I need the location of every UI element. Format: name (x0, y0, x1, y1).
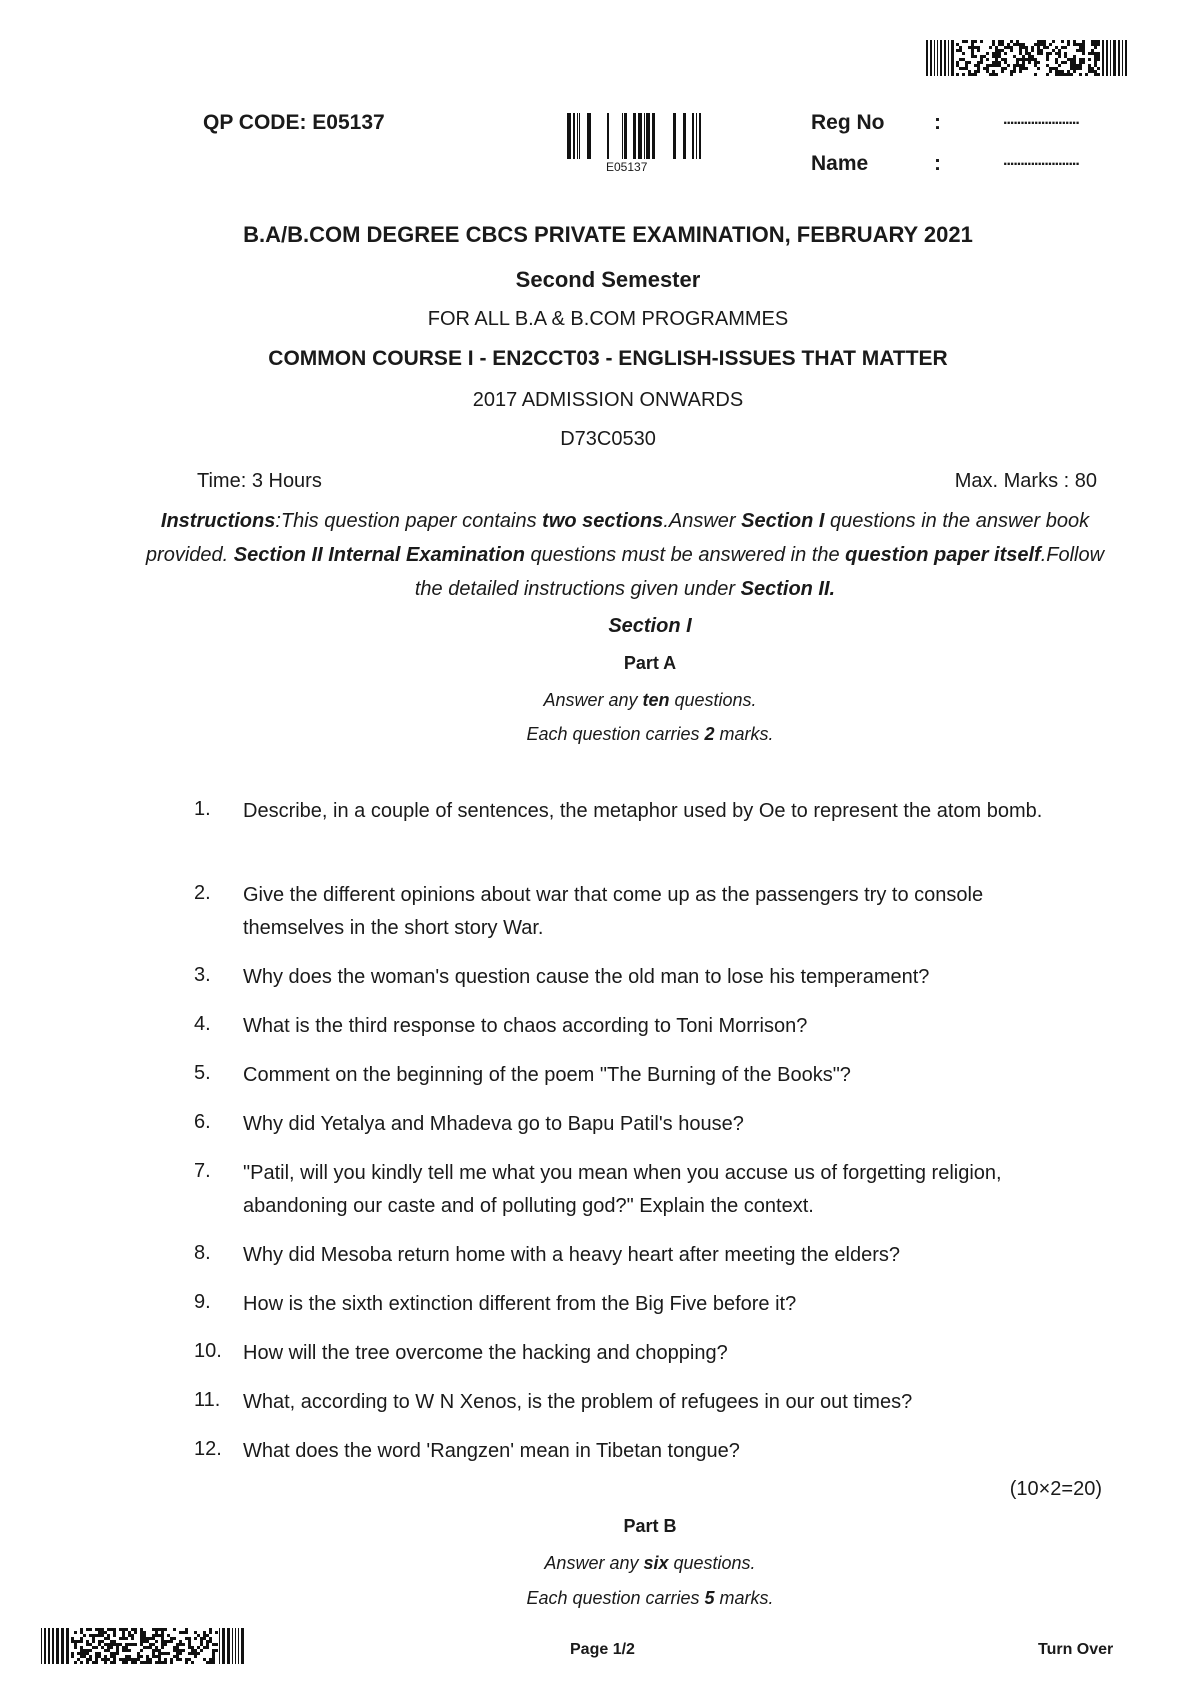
part-a-total-marks: (10×2=20) (1009, 1478, 1102, 1500)
question-text: Give the different opinions about war that come up as the passengers try to console themselves in the short story War. (243, 884, 984, 939)
question-number: 1. (194, 798, 211, 820)
part-b-marks-instruction: Each question carries 5 marks. (526, 1588, 774, 1608)
reg-no-label: Reg No (811, 111, 885, 134)
question-text: Why did Yetalya and Mhadeva go to Bapu Patil's house? (243, 1113, 744, 1135)
question-number: 10. (194, 1340, 222, 1362)
question-number: 8. (194, 1242, 211, 1264)
question-number: 12. (194, 1438, 222, 1460)
name-label: Name (811, 152, 869, 175)
question-number: 4. (194, 1013, 211, 1035)
paper-code: D73C0530 (560, 428, 656, 450)
part-b-answer-instruction: Answer any six questions. (544, 1553, 756, 1573)
section-title: Section I (608, 615, 692, 637)
question-text: "Patil, will you kindly tell me what you mean when you accuse us of forgetting religion, abandoning our caste and of polluting god?" Explain the context. (243, 1162, 1002, 1217)
reg-no-colon: : (934, 111, 941, 134)
semester-title: Second Semester (515, 267, 701, 292)
question-text: What does the word 'Rangzen' mean in Tibetan tongue? (243, 1440, 740, 1462)
qp-code: QP CODE: E05137 (203, 111, 385, 134)
question-text: Describe, in a couple of sentences, the metaphor used by Oe to represent the atom bomb. (243, 800, 1043, 822)
question-text: Why did Mesoba return home with a heavy heart after meeting the elders? (243, 1244, 901, 1266)
course-title: COMMON COURSE I - EN2CCT03 - ENGLISH-ISSUES THAT MATTER (268, 347, 948, 370)
question-number: 11. (194, 1389, 221, 1411)
programmes-line: FOR ALL B.A & B.COM PROGRAMMES (427, 308, 789, 330)
question-number: 2. (194, 882, 211, 904)
question-text: What is the third response to chaos according to Toni Morrison? (243, 1015, 808, 1037)
part-b-title: Part B (623, 1516, 677, 1536)
max-marks: Max. Marks : 80 (954, 470, 1097, 492)
question-number: 6. (194, 1111, 211, 1133)
question-text: Why does the woman's question cause the old man to lose his temperament? (243, 966, 930, 988)
question-text: What, according to W N Xenos, is the problem of refugees in our out times? (243, 1391, 913, 1413)
question-text: How is the sixth extinction different from the Big Five before it? (243, 1293, 797, 1315)
question-number: 7. (194, 1160, 211, 1182)
part-a-title: Part A (623, 653, 677, 673)
barcode-caption: E05137 (606, 160, 648, 174)
exam-title: B.A/B.COM DEGREE CBCS PRIVATE EXAMINATION, FEBRUARY 2021 (243, 222, 973, 247)
turn-over-label: Turn Over (1038, 1641, 1114, 1658)
instructions: Instructions:This question paper contains two sections.Answer Section I questions in the answer book provided. Section II Internal Examination questions must be answered in the question paper itself.Follow the detailed instructions given under Section II. (145, 510, 1105, 600)
question-text: How will the tree overcome the hacking and chopping? (243, 1342, 728, 1364)
question-number: 9. (194, 1291, 211, 1313)
name-colon: : (934, 152, 941, 175)
instructions-label: Instructions (160, 510, 276, 532)
top-barcode-icon (926, 40, 1128, 76)
reg-no-field: ...................... (1003, 111, 1079, 128)
barcode-icon (557, 113, 705, 159)
part-a-marks-instruction: Each question carries 2 marks. (526, 724, 774, 744)
question-text: Comment on the beginning of the poem "The Burning of the Books"? (243, 1064, 851, 1086)
bottom-barcode-icon (41, 1628, 245, 1664)
question-number: 3. (194, 964, 211, 986)
time-label: Time: 3 Hours (197, 470, 322, 492)
question-number: 5. (194, 1062, 211, 1084)
part-a-answer-instruction: Answer any ten questions. (543, 690, 757, 710)
page-number: Page 1/2 (570, 1641, 635, 1658)
admission-line: 2017 ADMISSION ONWARDS (472, 389, 744, 411)
name-field: ...................... (1003, 152, 1079, 169)
